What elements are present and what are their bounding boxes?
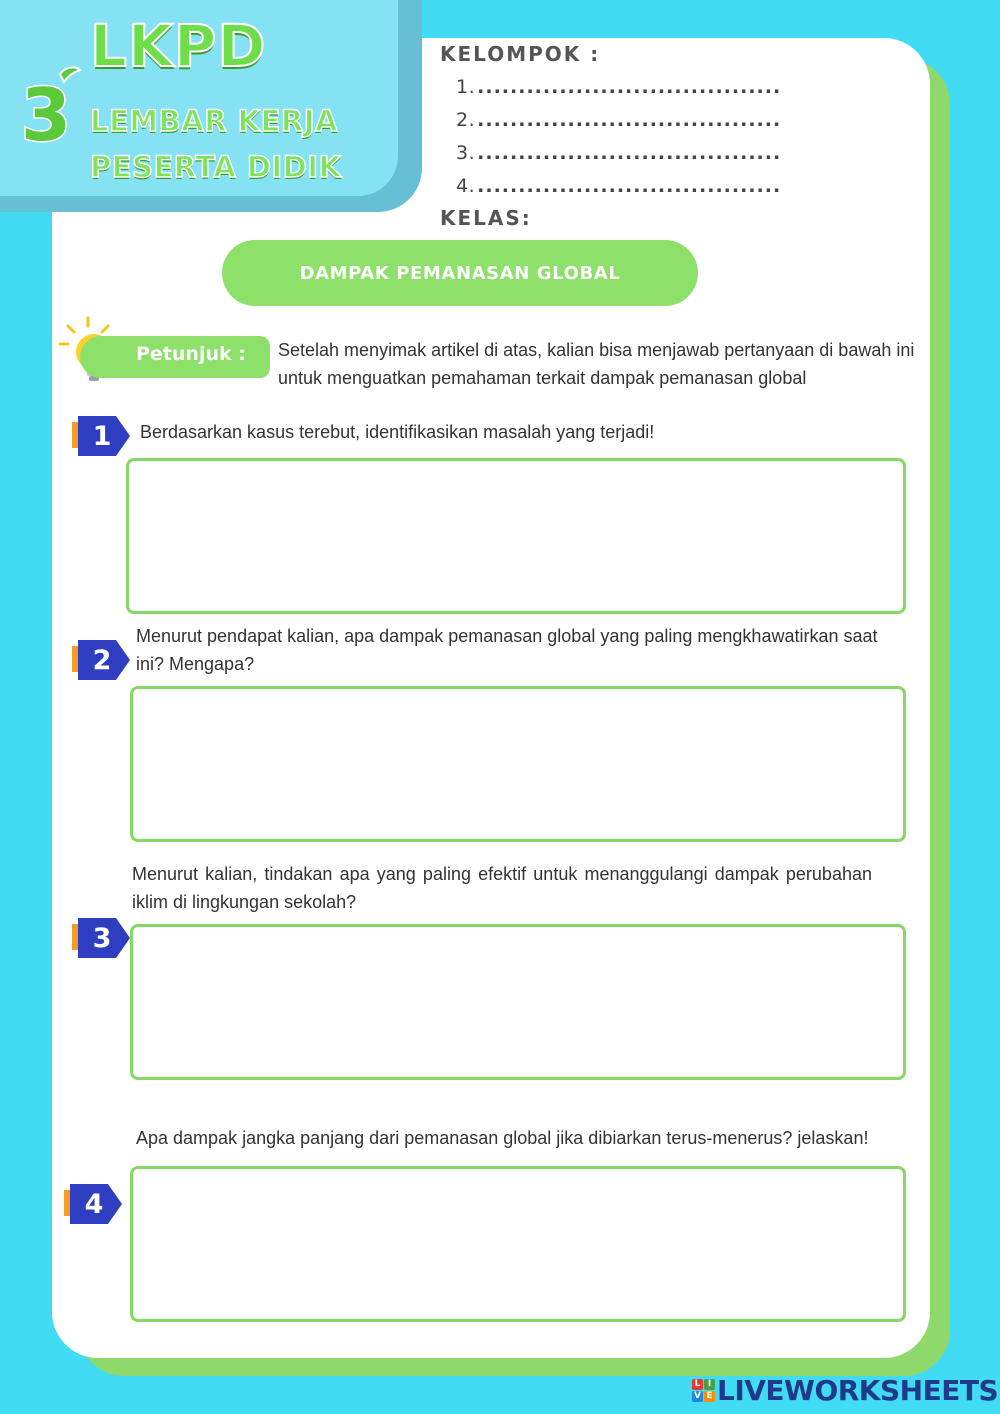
header-number: 3 — [20, 73, 72, 154]
question-number-3: 3 — [92, 923, 112, 954]
question-badge-1 — [72, 414, 132, 464]
member-line-1[interactable]: 1. ..................................... — [456, 76, 782, 98]
question-text-4: Apa dampak jangka panjang dari pemanasan global jika dibiarkan terus-menerus? jelaskan! — [136, 1128, 869, 1148]
question-badge-3 — [72, 916, 132, 966]
question-number-2: 2 — [92, 645, 112, 676]
answer-box-3[interactable] — [130, 924, 906, 1080]
number-three-badge — [16, 64, 82, 154]
member-line-2[interactable]: 2. ..................................... — [456, 109, 782, 131]
class-label: KELAS: — [440, 206, 532, 230]
question-text-1: Berdasarkan kasus terebut, identifikasikan masalah yang terjadi! — [140, 422, 655, 442]
answer-box-1[interactable] — [126, 458, 906, 614]
question-text-2: Menurut pendapat kalian, apa dampak pemanasan global yang paling mengkhawatirkan saat ini? Mengapa? — [136, 626, 878, 674]
answer-box-2[interactable] — [130, 686, 906, 842]
question-text-3: Menurut kalian, tindakan apa yang paling efektif untuk menanggulangi dampak perubahan iklim di lingkungan sekolah? — [132, 864, 872, 912]
liveworksheets-mark-icon: L I V E — [692, 1379, 715, 1402]
question-badge-4 — [64, 1182, 124, 1232]
topic-banner — [226, 244, 694, 302]
subtitle-line-2: PESERTA DIDIK — [90, 150, 342, 184]
question-number-1: 1 — [92, 421, 112, 452]
brand-name: LIVEWORKSHEETS — [717, 1373, 999, 1407]
subtitle-line-1: LEMBAR KERJA — [90, 104, 338, 138]
question-badge-2 — [72, 638, 132, 688]
answer-box-4[interactable] — [130, 1166, 906, 1322]
topic-title: DAMPAK PEMANASAN GLOBAL — [299, 262, 621, 284]
liveworksheets-logo[interactable] — [692, 1374, 998, 1406]
member-line-3[interactable]: 3. ..................................... — [456, 142, 782, 164]
group-label: KELOMPOK : — [440, 42, 601, 66]
member-line-4[interactable]: 4. ..................................... — [456, 175, 782, 197]
instructions-label: Petunjuk : — [136, 343, 246, 365]
instructions-text: Setelah menyimak artikel di atas, kalian bisa menjawab pertanyaan di bawah ini untuk menguatkan pemahaman terkait dampak pemanasan global — [278, 340, 915, 388]
question-number-4: 4 — [84, 1189, 104, 1220]
lkpd-title: LKPD — [90, 12, 267, 80]
